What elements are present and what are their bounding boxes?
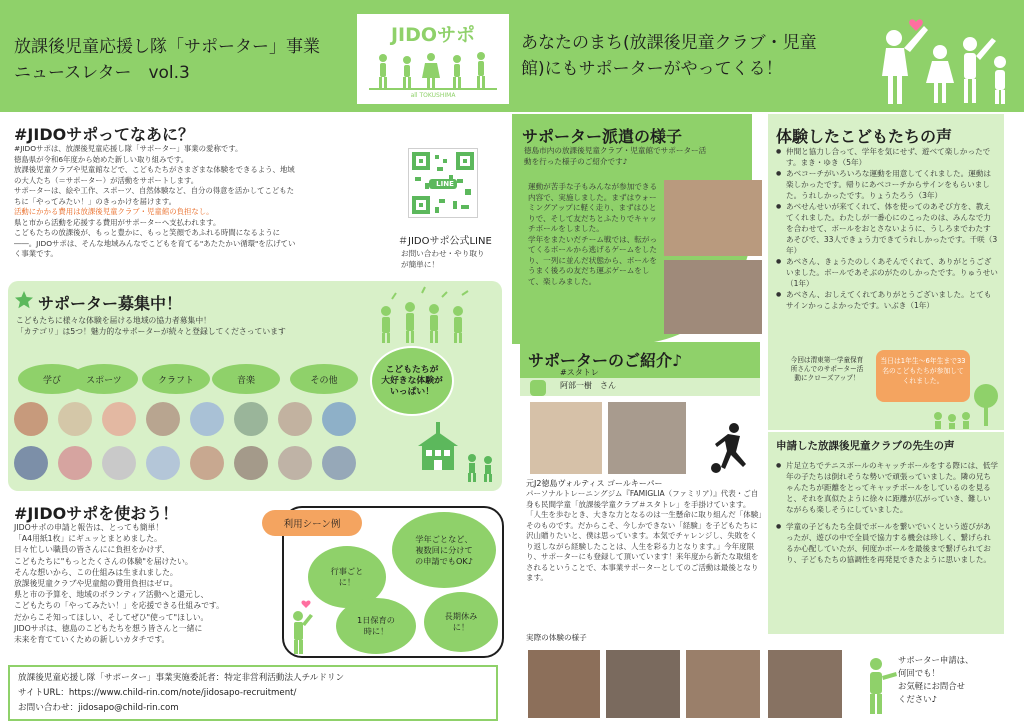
dispatch-body: 運動が苦手な子もみんなが参加できる内容で、実施しました。まずはウォーミングアップに軽く走り、まずはひとりで、そして友だちとふたりでキャッチボールをしました。 学年をまたいだチーム戦では、転がってくるボールから逃げるゲームをしたり、一列に並んだ状態から、ボールをうまく後ろの友だち運ぶゲームをして、楽しみました。 xyxy=(528,182,658,286)
activity-photo xyxy=(278,402,312,436)
children-silhouette-icon xyxy=(369,50,497,90)
category-music[interactable]: 音楽 xyxy=(212,364,280,394)
activity-photo xyxy=(58,446,92,480)
scene-bubble-daycare: 1日保育の 時に！ xyxy=(336,598,416,654)
jidosapo-logo xyxy=(357,14,509,104)
voice-item: ● あべさん、きょうたのしくあそんでくれて、ありがとうございました。ボールであそぶのがたのしかったです。りゅうせい（1年） xyxy=(776,256,998,289)
dispatch-intro: 徳島市内の放課後児童クラブ・児童館でサポーター活 動を行った様子のご紹介です♪ xyxy=(524,146,707,166)
experience-photo xyxy=(528,650,600,718)
teacher-list xyxy=(776,460,998,565)
scene-bubble-holiday: 長期休み に！ xyxy=(424,592,498,652)
cost-highlight: 活動にかかる費用は放課後児童クラブ・児童館の負担なし。 xyxy=(14,207,214,216)
activity-photo xyxy=(58,402,92,436)
logo-text: JIDOサポ xyxy=(390,24,476,46)
activity-photo xyxy=(234,402,268,436)
activity-photo xyxy=(322,446,356,480)
experience-photo xyxy=(686,650,760,718)
about-body: #JIDOサポは、放課後児童応援し隊「サポーター」事業の愛称です。 徳島県が令和6年度から始めた新しい取り組みです。 放課後児童クラブや児童館などで、こどもたちがさまざまな体験をできるよう、地域 の大人たち（＝サポーター）が活動をサポートします。 サポーターは、絵や工作、スポーツ、自然体験など、自分の得意を活かしてこどもた ちに「やってみたい！」のきっかけを届けます。 活動にかかる費用は放課後児童クラブ・児童館の負担なし。 県と市から活動を応援する費用がサポーターへ支払われます。 こどもたちの放課後が、もっと豊かに、もっと笑顔であふれる時間になるように ――。JIDOサポは、そんな地域みんなでこどもを育てる"あたたかい循環"を広げてい く事業です。 xyxy=(14,144,394,260)
use-body: JIDOサポの申請と報告は、とっても簡単！ 「A4用紙1枚」にギュッとまとめました。 日々忙しい職員の皆さんにに負担をかけず、 こどもたちに"もっとたくさんの体験"を届けたい。 そんな想いから、この仕組みは生まれました。 放課後児童クラブや児童館の費用負担はゼロ。 県と市の予算を、地域のボランティア活動へと還元し、 こどもたちの「やってみたい！」を応援できる仕組みです。 だからこそ知ってほしい、そしてぜひ"使って"ほしい。 JIDOサポは、徳島のこどもたちを想う皆さんと一緒に 未来を育てていくための新しいカタチです。 xyxy=(14,523,224,645)
activity-photo xyxy=(14,402,48,436)
voices-note-2: 当日は1年生～6年生まで33名のこどもたちが参加してくれました。 xyxy=(876,350,970,402)
voices-list xyxy=(776,146,998,311)
intro-role: 元J2徳島ヴォルティス ゴールキーパー xyxy=(526,479,663,488)
trees-children-icon xyxy=(930,380,1002,430)
supporter-activity-photo xyxy=(608,402,686,474)
star-icon xyxy=(14,290,34,310)
person-waving-icon xyxy=(286,600,316,656)
logo-subtext: all TOKUSHIMA xyxy=(410,92,456,99)
intro-tag: #スタトレ xyxy=(560,368,599,377)
activity-photo xyxy=(278,446,312,480)
jumping-children-icon xyxy=(866,8,1016,108)
dispatch-heading: サポーター派遣の様子 xyxy=(522,127,683,146)
newsletter-title: 放課後児童応援し隊「サポーター」事業 ニュースレター vol.3 xyxy=(14,37,320,83)
teacher-heading: 申請した放課後児童クラブの先生の声 xyxy=(776,440,955,452)
teacher-item: ● 学童の子どもたち全員でボールを繋いでいくという遊びがあったが、遊びの中で全員で協力する機会は珍しく、繋げられるか心配していたが、何度かボールを最後まで繋げられており、子どもたちの協調性を再発見できたように思いました。 xyxy=(776,521,998,565)
experience-photos-label: 実際の体験の様子 xyxy=(526,633,587,642)
activity-photo xyxy=(146,402,180,436)
activity-photo xyxy=(102,446,136,480)
activity-photo xyxy=(322,402,356,436)
scene-label: 利用シーン例 xyxy=(262,510,362,536)
qr-line-label: LINE xyxy=(436,180,454,188)
category-learning[interactable]: 学び xyxy=(18,364,86,394)
voice-item: ● あべせんせいが来てくれて、体を使ってのあそび方を、教えてくれました。わたしが一番心にのこったのは、みんなで力を合わせて、ボールをおとさないように、うしろまでわたすあそびで、33人できょう力できてうれしかったです。千咲（3年） xyxy=(776,201,998,256)
experience-photo xyxy=(606,650,680,718)
voices-note-1: 今回は渭東第一学童保育所さんでのサポーター活動にクローズアップ！ xyxy=(790,356,864,382)
category-sports[interactable]: スポーツ xyxy=(70,364,138,394)
activity-photo xyxy=(14,446,48,480)
person-pointing-icon xyxy=(862,654,898,716)
voice-item: ● 仲間と協力し合って、学年を気にせず、遊べて楽しかったです。まき・ゆき（5年） xyxy=(776,146,998,168)
use-heading: #JIDOサポを使おう！ xyxy=(14,504,179,523)
footer-organizer: 放課後児童応援し隊「サポーター」事業実施委託者：特定非営利活動法人チルドリン xyxy=(18,673,345,683)
about-heading: #JIDOサポってなあに？ xyxy=(14,125,195,144)
activity-photo xyxy=(234,446,268,480)
experience-bubble: こどもたちが 大好きな体験が いっぱい！ xyxy=(370,346,454,416)
recruit-body: こどもたちに様々な体験を届ける地域の協力者募集中！ 「カテゴリ」は5つ！魅力的なサポーターが続々と登録してくださっています xyxy=(16,316,286,336)
intro-heading: サポーターのご紹介♪ xyxy=(528,351,683,370)
soccer-player-icon xyxy=(704,420,760,476)
scene-bubble-event: 行事ごと に！ xyxy=(308,546,386,608)
scene-bubble-grade: 学年ごとなど、 複数回に分けて の申請でもOK♪ xyxy=(392,512,496,588)
line-qr-code[interactable] xyxy=(408,148,478,218)
footer-contact-email[interactable]: お問い合わせ：jidosapo@child-rin.com xyxy=(18,703,179,713)
intro-tag-bar xyxy=(520,378,760,396)
cheering-children-icon xyxy=(372,285,472,345)
teacher-item: ● 片足立ちでテニスボールのキャッチボールをする際には、低学年の子たちは倒れそうな勢いで頑張っていました。隣の兄ちゃんたちが距離をとってキャッチボールをしているのを見ると、それを真似たように徐々に距離が広がっていき、難しいながらも楽しそうにしていました。 xyxy=(776,460,998,515)
line-contact-text: お問い合わせ・やり取り が簡単に！ xyxy=(401,249,485,269)
activity-photo xyxy=(146,446,180,480)
school-building-icon xyxy=(412,418,498,486)
line-account-label: ＃JIDOサポ公式LINE xyxy=(398,236,492,247)
dispatch-photo-1 xyxy=(664,180,762,256)
voice-item: ● あべコーチがいろいろな運動を用意してくれました。運動は楽しかったです。帰りにあべコーチからサインをもらいました。うれしかったです。りょうたろう（3年） xyxy=(776,168,998,201)
footer-site-url[interactable]: サイトURL：https://www.child-rin.com/note/jidosapo-recruitment/ xyxy=(18,688,297,698)
activity-photo xyxy=(102,402,136,436)
avatar-icon xyxy=(530,380,546,396)
cta-text: サポーター申請は、 何回でも！ お気軽にお問合せ ください♪ xyxy=(898,655,974,704)
voice-item: ● あべさん、おしえてくれてありがとうございました。とてもサインかっこよかったです。いぶき（1年） xyxy=(776,289,998,311)
activity-photo-grid xyxy=(14,402,374,486)
experience-photo xyxy=(768,650,842,718)
activity-photo xyxy=(190,402,224,436)
category-craft[interactable]: クラフト xyxy=(142,364,210,394)
footer-info xyxy=(8,665,498,721)
voices-heading: 体験したこどもたちの声 xyxy=(776,127,953,146)
header-tagline: あなたのまち(放課後児童クラブ・児童 館)にもサポーターがやってくる！ xyxy=(521,33,817,79)
dispatch-photo-2 xyxy=(664,260,762,334)
supporter-portrait xyxy=(530,402,602,474)
recruit-heading: サポーター募集中！ xyxy=(38,294,183,313)
category-other[interactable]: その他 xyxy=(290,364,358,394)
intro-body: パーソナルトレーニングジム『FAMIGLIA（ファミリア）』代表・ご自身も民間学童「放課後学童クラブ＃スタトレ」を手掛けています。 「人生を歩むとき、大きな力となるのは一生懸命に取り組んだ「体験」そのものです。だからこそ、今しかできない「経験」を子どもたちに沢山贈りたいと、僕は思っています。本気でチャレンジし、失敗をくり返しながら経験したことは、人生を彩る力となります。」今年度限り、サポーターにも登録して頂いています！来年度から新たな取組をされるということで、本事業サポーターとしてのご活動は最後となります。 xyxy=(526,489,762,582)
activity-photo xyxy=(190,446,224,480)
intro-name: 阿部一樹 さん xyxy=(560,381,616,390)
